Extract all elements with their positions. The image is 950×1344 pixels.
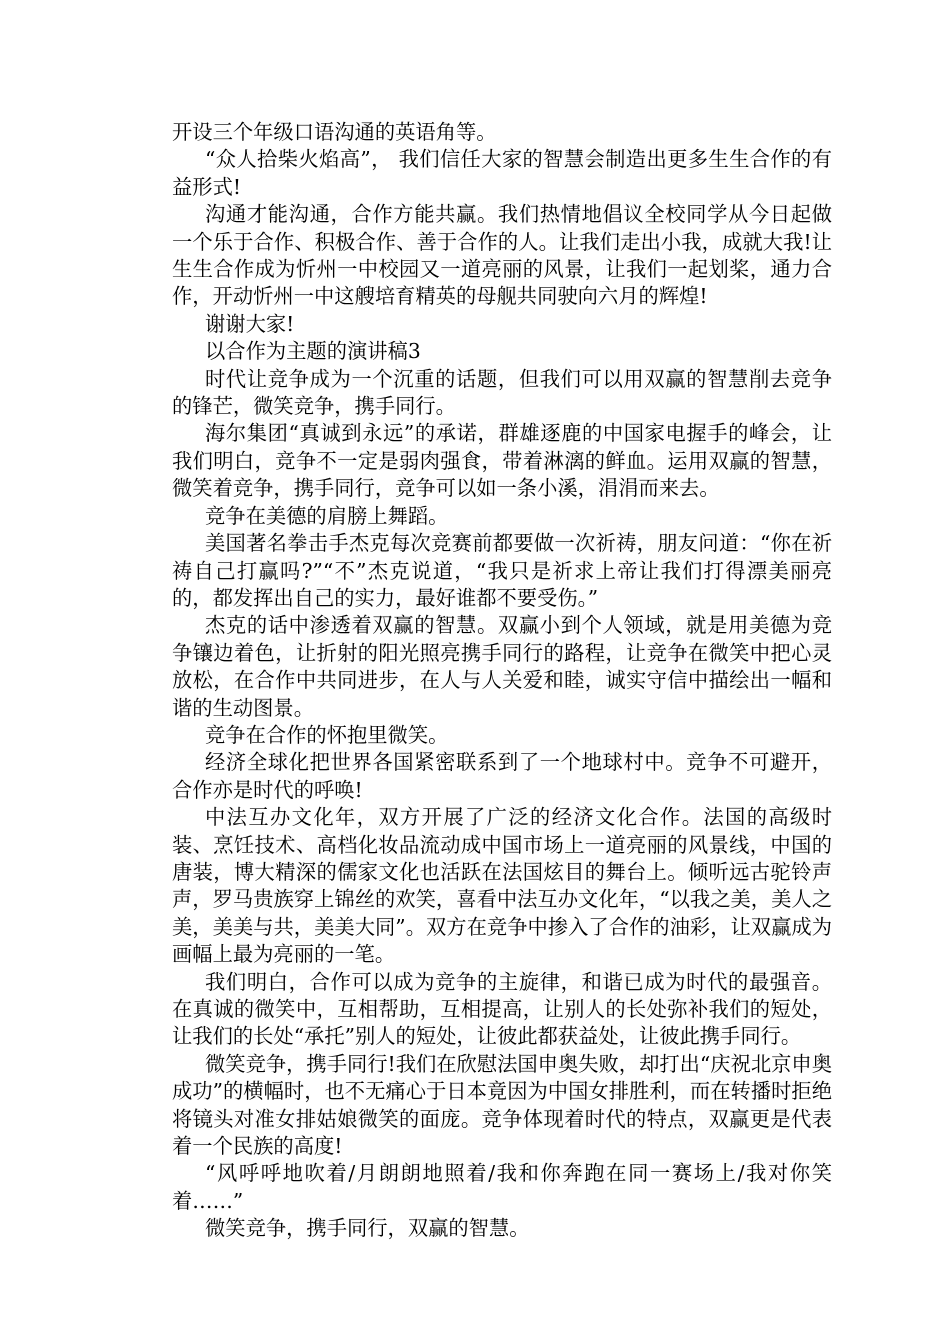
paragraph-10: 杰克的话中渗透着双赢的智慧。双赢小到个人领域，就是用美德为竞争镶边着色，让折射的阳光照亮携手同行的路程，让竞争在微笑中把心灵放松，在合作中共同进步，在人与人关爱和睦，诚实守信中描绘出一幅和谐的生动图景。 [172,613,832,720]
paragraph-14: 我们明白，合作可以成为竞争的主旋律，和谐已成为时代的最强音。在真诚的微笑中，互相帮助，互相提高，让别人的长处弥补我们的短处，让我们的长处“承托”别人的短处，让彼此都获益处，让彼此携手同行。 [172,969,832,1049]
paragraph-12: 经济全球化把世界各国紧密联系到了一个地球村中。竞争不可避开，合作亦是时代的呼唤! [172,750,832,802]
paragraph-2: “众人拾柴火焰高”， 我们信任大家的智慧会制造出更多生生合作的有益形式! [172,147,832,199]
section-heading: 以合作为主题的演讲稿3 [205,339,421,364]
paragraph-8: 竞争在美德的肩膀上舞蹈。 [205,503,449,528]
paragraph-3: 沟通才能沟通，合作方能共赢。我们热情地倡议全校同学从今日起做一个乐于合作、积极合作、善于合作的人。让我们走出小我，成就大我!让生生合作成为忻州一中校园又一道亮丽的风景，让我们一起划桨，通力合作，开动忻州一中这艘培育精英的母舰共同驶向六月的辉煌! [172,202,832,309]
paragraph-9: 美国著名拳击手杰克每次竞赛前都要做一次祈祷，朋友问道：“你在祈祷自己打赢吗?”“不”杰克说道，“我只是祈求上帝让我们打得漂美丽亮的，都发挥出自己的实力，最好谁都不要受伤。” [172,531,832,610]
paragraph-17: 微笑竞争，携手同行，双赢的智慧。 [205,1216,530,1241]
paragraph-11: 竞争在合作的怀抱里微笑。 [205,722,449,747]
paragraph-6: 时代让竞争成为一个沉重的话题，但我们可以用双赢的智慧削去竞争的锋芒，微笑竞争，携手同行。 [172,366,832,419]
paragraph-4: 谢谢大家! [205,311,295,336]
paragraph-13: 中法互办文化年，双方开展了广泛的经济文化合作。法国的高级时装、烹饪技术、高档化妆品流动成中国市场上一道亮丽的风景线，中国的唐装，博大精深的儒家文化也活跃在法国炫目的舞台上。倾听远古驼铃声声，罗马贵族穿上锦丝的欢笑，喜看中法互办文化年，“以我之美，美人之美，美美与共，美美大同”。双方在竞争中掺入了合作的油彩，让双赢成为画幅上最为亮丽的一笔。 [172,805,832,967]
paragraph-15: 微笑竞争，携手同行!我们在欣慰法国申奥失败，却打出“庆祝北京申奥成功”的横幅时，也不无痛心于日本竟因为中国女排胜利，而在转播时拒绝将镜头对准女排姑娘微笑的面庞。竞争体现着时代的特点，双赢更是代表着一个民族的高度! [172,1051,832,1159]
paragraph-1: 开设三个年级口语沟通的英语角等。 [172,120,497,144]
paragraph-16: “风呼呼地吹着/月朗朗地照着/我和你奔跑在同一赛场上/我对你笑着……” [172,1161,832,1213]
paragraph-7: 海尔集团“真诚到永远”的承诺，群雄逐鹿的中国家电握手的峰会，让我们明白，竞争不一定是弱肉强食，带着淋漓的鲜血。运用双赢的智慧，微笑着竞争，携手同行，竞争可以如一条小溪，涓涓而来去。 [172,421,832,501]
document-body [172,119,832,1243]
